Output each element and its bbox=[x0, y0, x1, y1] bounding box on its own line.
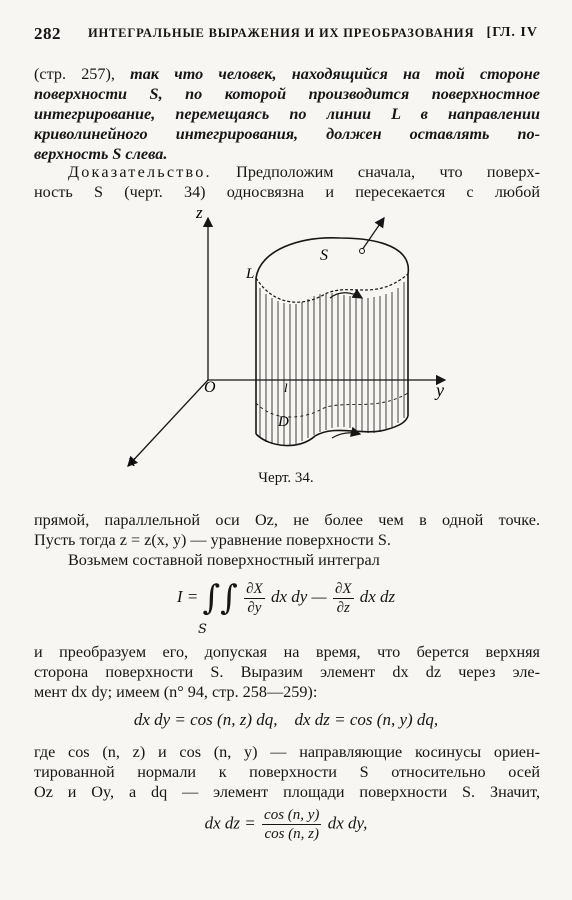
formula-dxdz: dx dz = $\frac{\cos (n, y)}{\cos (n, z)}$ dx dy, bbox=[204, 807, 368, 842]
proof-heading: Доказательство. bbox=[68, 163, 212, 181]
text-line: где cos (n, z) и cos (n, y) — направляющие косинусы ориен- bbox=[34, 743, 540, 761]
paragraph-proof-start bbox=[34, 162, 540, 202]
running-title: ИНТЕГРАЛЬНЫЕ ВЫРАЖЕНИЯ И ИХ ПРЕОБРАЗОВАНИЯ bbox=[88, 26, 475, 40]
chapter-label: [ГЛ. IV bbox=[486, 25, 538, 40]
label-L: L bbox=[246, 266, 255, 282]
text-line: так что человек, находящийся на той стороне bbox=[130, 65, 540, 83]
text-line: поверхности S, по которой производится поверхностное bbox=[34, 85, 540, 103]
label-y: y bbox=[436, 380, 444, 400]
formula-integral-I: I = ∫∫ $\frac{\partial X}{\partial y}$ dx dy — $\frac{\partial X}{\partial z}$ dx dz bbox=[176, 578, 396, 618]
surface-top bbox=[256, 238, 408, 278]
label-S: S bbox=[320, 247, 328, 264]
paragraph-transform bbox=[34, 642, 540, 702]
paragraph-cosines bbox=[34, 742, 540, 802]
label-x: x bbox=[128, 451, 136, 468]
text-line: прямой, параллельной оси Oz, не более чем в одной точке. bbox=[34, 511, 540, 529]
text-line: Предположим сначала, что поверх- bbox=[211, 163, 540, 181]
label-origin: O bbox=[204, 379, 216, 396]
label-D: D bbox=[278, 414, 289, 430]
text-line: Пусть тогда z = z(x, y) — уравнение поверхности S. bbox=[34, 531, 391, 549]
text-line: ность S (черт. 34) односвязна и пересекается с любой bbox=[34, 183, 540, 201]
x-axis bbox=[128, 380, 208, 466]
paragraph-surface bbox=[34, 510, 540, 570]
page-header bbox=[34, 24, 538, 46]
bottom-direction-arrow bbox=[332, 433, 360, 438]
text-line: интегрирование, перемещаясь по линии L в направлении bbox=[34, 105, 540, 123]
figure-caption: Черт. 34. bbox=[258, 470, 314, 486]
text-line: и преобразуем его, допуская на время, что берется верхняя bbox=[34, 643, 540, 661]
figure-34-cylinder-surface bbox=[100, 198, 480, 468]
contour-direction-arrow bbox=[330, 293, 362, 298]
text-line: (стр. 257), bbox=[34, 65, 131, 83]
paragraph-theorem-end bbox=[34, 64, 540, 164]
label-z: z bbox=[196, 203, 203, 222]
text-line: верхность S слева. bbox=[34, 145, 168, 163]
text-line: сторона поверхности S. Выразим элемент dx dz через эле- bbox=[34, 663, 540, 681]
label-l: l bbox=[284, 380, 288, 395]
text-line: криволинейного интегрирования, должен оставлять по- bbox=[34, 125, 540, 143]
text-line: Возьмем составной поверхностный интеграл bbox=[68, 551, 380, 569]
integral-subscript: S bbox=[198, 622, 207, 637]
text-line: Oz и Oy, а dq — элемент площади поверхности S. Значит, bbox=[34, 783, 540, 801]
text-line: мент dx dy; имеем (n° 94, стр. 258—259): bbox=[34, 683, 318, 701]
formula-elements: dx dy = cos (n, z) dq, dx dz = cos (n, y) dq, bbox=[133, 710, 439, 729]
text-line: тированной нормали к поверхности S относительно осей bbox=[34, 763, 540, 781]
page-number: 282 bbox=[34, 24, 61, 43]
